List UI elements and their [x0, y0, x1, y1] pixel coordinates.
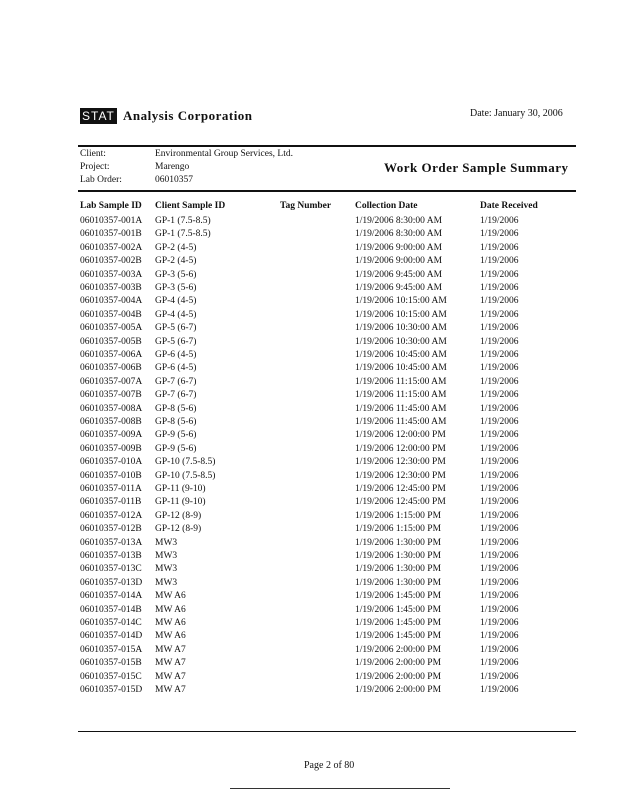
- cell-lab-sample-id: 06010357-002B: [80, 256, 142, 267]
- cell-collection-date: 1/19/2006 9:45:00 AM: [355, 269, 443, 280]
- cell-client-sample-id: GP-8 (5-6): [155, 417, 197, 427]
- cell-client-sample-id: MW3: [155, 551, 178, 561]
- lab-order-label: Lab Order:: [80, 175, 122, 185]
- cell-collection-date: 1/19/2006 12:30:00 PM: [355, 470, 446, 481]
- project-value: Marengo: [155, 162, 190, 172]
- cell-collection-date: 1/19/2006 8:30:00 AM: [355, 216, 443, 226]
- cell-client-sample-id: GP-1 (7.5-8.5): [155, 216, 211, 226]
- cell-lab-sample-id: 06010357-014C: [80, 618, 142, 628]
- lab-order-value: 06010357: [155, 175, 193, 185]
- cell-lab-sample-id: 06010357-015D: [80, 685, 143, 695]
- cell-lab-sample-id: 06010357-009A: [80, 430, 143, 441]
- cell-collection-date: 1/19/2006 2:00:00 PM: [355, 685, 442, 695]
- project-label: Project:: [80, 162, 110, 172]
- cell-lab-sample-id: 06010357-011A: [80, 484, 142, 494]
- cell-client-sample-id: MW A7: [155, 658, 186, 669]
- cell-client-sample-id: MW A7: [155, 685, 186, 695]
- cell-collection-date: 1/19/2006 1:30:00 PM: [355, 551, 442, 561]
- cell-client-sample-id: MW A7: [155, 644, 186, 655]
- cell-lab-sample-id: 06010357-010B: [80, 470, 142, 481]
- cell-collection-date: 1/19/2006 11:45:00 AM: [355, 403, 447, 414]
- cell-lab-sample-id: 06010357-008A: [80, 403, 143, 414]
- cell-client-sample-id: GP-9 (5-6): [155, 443, 197, 454]
- column-header-lab-sample-id: Lab Sample ID: [80, 201, 142, 211]
- cell-date-received: 1/19/2006: [480, 443, 519, 454]
- cell-client-sample-id: MW3: [155, 577, 178, 588]
- cell-lab-sample-id: 06010357-012A: [80, 510, 143, 521]
- cell-client-sample-id: GP-1 (7.5-8.5): [155, 229, 211, 240]
- cell-date-received: 1/19/2006: [480, 229, 519, 240]
- cell-lab-sample-id: 06010357-011B: [80, 497, 142, 508]
- cell-collection-date: 1/19/2006 10:30:00 AM: [355, 323, 447, 334]
- cell-date-received: 1/19/2006: [480, 470, 519, 481]
- column-header-date-received: Date Received: [480, 201, 538, 211]
- cell-collection-date: 1/19/2006 1:30:00 PM: [355, 537, 442, 548]
- cell-lab-sample-id: 06010357-015C: [80, 671, 142, 682]
- cell-client-sample-id: GP-5 (6-7): [155, 323, 197, 334]
- cell-date-received: 1/19/2006: [480, 644, 519, 655]
- report-date: [470, 108, 563, 119]
- cell-date-received: 1/19/2006: [480, 658, 519, 669]
- cell-date-received: 1/19/2006: [480, 618, 519, 628]
- cell-client-sample-id: MW A6: [155, 591, 186, 602]
- cell-collection-date: 1/19/2006 9:00:00 AM: [355, 256, 443, 267]
- cell-lab-sample-id: 06010357-004B: [80, 309, 142, 320]
- cell-collection-date: 1/19/2006 11:15:00 AM: [355, 390, 447, 401]
- cell-lab-sample-id: 06010357-005A: [80, 323, 143, 334]
- cell-date-received: 1/19/2006: [480, 269, 519, 280]
- cell-date-received: 1/19/2006: [480, 216, 519, 226]
- cell-client-sample-id: MW A7: [155, 671, 186, 682]
- cell-collection-date: 1/19/2006 1:45:00 PM: [355, 631, 442, 642]
- cell-client-sample-id: MW A6: [155, 604, 186, 615]
- cell-collection-date: 1/19/2006 10:15:00 AM: [355, 296, 447, 307]
- cell-date-received: 1/19/2006: [480, 524, 519, 535]
- cell-date-received: 1/19/2006: [480, 671, 519, 682]
- cell-client-sample-id: GP-10 (7.5-8.5): [155, 470, 216, 481]
- date-label: Date:: [470, 108, 492, 119]
- cell-collection-date: 1/19/2006 1:30:00 PM: [355, 577, 442, 588]
- cell-client-sample-id: GP-5 (6-7): [155, 336, 197, 347]
- cell-date-received: 1/19/2006: [480, 577, 519, 588]
- cell-collection-date: 1/19/2006 11:45:00 AM: [355, 417, 447, 427]
- cell-date-received: 1/19/2006: [480, 604, 519, 615]
- cell-date-received: 1/19/2006: [480, 350, 519, 360]
- cell-lab-sample-id: 06010357-013B: [80, 551, 142, 561]
- cell-collection-date: 1/19/2006 2:00:00 PM: [355, 658, 442, 669]
- company-name: Analysis Corporation: [123, 108, 253, 123]
- cell-date-received: 1/19/2006: [480, 457, 519, 468]
- cell-client-sample-id: GP-7 (6-7): [155, 376, 197, 387]
- cell-collection-date: 1/19/2006 10:45:00 AM: [355, 363, 447, 374]
- cell-lab-sample-id: 06010357-003B: [80, 283, 142, 293]
- cell-collection-date: 1/19/2006 2:00:00 PM: [355, 671, 442, 682]
- cell-lab-sample-id: 06010357-004A: [80, 296, 143, 307]
- cell-collection-date: 1/19/2006 1:30:00 PM: [355, 564, 442, 575]
- cell-lab-sample-id: 06010357-013C: [80, 564, 142, 575]
- cell-lab-sample-id: 06010357-003A: [80, 269, 143, 280]
- cell-lab-sample-id: 06010357-013A: [80, 537, 143, 548]
- column-header-client-sample-id: Client Sample ID: [155, 201, 226, 211]
- cell-client-sample-id: GP-2 (4-5): [155, 256, 197, 267]
- document-title: Work Order Sample Summary: [384, 160, 569, 175]
- cell-client-sample-id: GP-10 (7.5-8.5): [155, 457, 216, 468]
- cell-collection-date: 1/19/2006 12:45:00 PM: [355, 497, 446, 508]
- cell-collection-date: 1/19/2006 9:00:00 AM: [355, 242, 443, 253]
- cell-date-received: 1/19/2006: [480, 323, 519, 334]
- cell-client-sample-id: GP-9 (5-6): [155, 430, 197, 441]
- cell-collection-date: 1/19/2006 12:30:00 PM: [355, 457, 446, 468]
- client-label: Client:: [80, 149, 106, 159]
- cell-date-received: 1/19/2006: [480, 390, 519, 401]
- cell-client-sample-id: GP-4 (4-5): [155, 309, 197, 320]
- cell-lab-sample-id: 06010357-015A: [80, 644, 143, 655]
- cell-date-received: 1/19/2006: [480, 296, 519, 307]
- cell-collection-date: 1/19/2006 8:30:00 AM: [355, 229, 443, 240]
- cell-date-received: 1/19/2006: [480, 309, 519, 320]
- footer-divider: [230, 788, 450, 789]
- cell-client-sample-id: GP-3 (5-6): [155, 283, 197, 293]
- cell-collection-date: 1/19/2006 1:45:00 PM: [355, 618, 442, 628]
- cell-date-received: 1/19/2006: [480, 403, 519, 414]
- cell-client-sample-id: GP-4 (4-5): [155, 296, 197, 307]
- cell-collection-date: 1/19/2006 12:00:00 PM: [355, 443, 446, 454]
- cell-client-sample-id: MW A6: [155, 631, 186, 642]
- cell-date-received: 1/19/2006: [480, 591, 519, 602]
- cell-collection-date: 1/19/2006 10:15:00 AM: [355, 309, 447, 320]
- cell-lab-sample-id: 06010357-013D: [80, 577, 143, 588]
- company-logo: STAT: [82, 109, 115, 123]
- cell-date-received: 1/19/2006: [480, 497, 519, 508]
- cell-client-sample-id: GP-2 (4-5): [155, 242, 197, 253]
- cell-lab-sample-id: 06010357-014A: [80, 591, 143, 602]
- cell-date-received: 1/19/2006: [480, 283, 519, 293]
- cell-date-received: 1/19/2006: [480, 376, 519, 387]
- cell-client-sample-id: GP-11 (9-10): [155, 497, 206, 508]
- cell-collection-date: 1/19/2006 11:15:00 AM: [355, 376, 447, 387]
- cell-lab-sample-id: 06010357-002A: [80, 242, 143, 253]
- cell-date-received: 1/19/2006: [480, 256, 519, 267]
- cell-collection-date: 1/19/2006 9:45:00 AM: [355, 283, 443, 293]
- cell-lab-sample-id: 06010357-005B: [80, 336, 142, 347]
- cell-lab-sample-id: 06010357-006B: [80, 363, 142, 374]
- cell-collection-date: 1/19/2006 10:30:00 AM: [355, 336, 447, 347]
- cell-date-received: 1/19/2006: [480, 363, 519, 374]
- cell-collection-date: 1/19/2006 2:00:00 PM: [355, 644, 442, 655]
- cell-collection-date: 1/19/2006 1:45:00 PM: [355, 591, 442, 602]
- cell-date-received: 1/19/2006: [480, 484, 519, 494]
- cell-client-sample-id: MW3: [155, 537, 178, 548]
- page-number: Page 2 of 80: [304, 760, 355, 771]
- cell-collection-date: 1/19/2006 1:15:00 PM: [355, 510, 442, 521]
- cell-date-received: 1/19/2006: [480, 336, 519, 347]
- cell-lab-sample-id: 06010357-015B: [80, 658, 142, 669]
- cell-client-sample-id: GP-6 (4-5): [155, 363, 197, 374]
- cell-date-received: 1/19/2006: [480, 510, 519, 521]
- cell-lab-sample-id: 06010357-007B: [80, 390, 142, 401]
- cell-lab-sample-id: 06010357-006A: [80, 350, 143, 360]
- cell-collection-date: 1/19/2006 1:45:00 PM: [355, 604, 442, 615]
- cell-date-received: 1/19/2006: [480, 685, 519, 695]
- cell-date-received: 1/19/2006: [480, 537, 519, 548]
- info-divider: [78, 190, 576, 192]
- table-end-divider: [78, 731, 576, 732]
- cell-collection-date: 1/19/2006 1:15:00 PM: [355, 524, 442, 535]
- cell-lab-sample-id: 06010357-014B: [80, 604, 142, 615]
- cell-lab-sample-id: 06010357-009B: [80, 443, 142, 454]
- client-value: Environmental Group Services, Ltd.: [155, 149, 293, 159]
- cell-lab-sample-id: 06010357-010A: [80, 457, 143, 468]
- column-header-tag-number: Tag Number: [280, 201, 332, 211]
- cell-client-sample-id: GP-3 (5-6): [155, 269, 197, 280]
- cell-date-received: 1/19/2006: [480, 564, 519, 575]
- cell-client-sample-id: GP-12 (8-9): [155, 510, 202, 521]
- cell-date-received: 1/19/2006: [480, 551, 519, 561]
- cell-date-received: 1/19/2006: [480, 631, 519, 642]
- cell-date-received: 1/19/2006: [480, 430, 519, 441]
- cell-lab-sample-id: 06010357-007A: [80, 376, 143, 387]
- cell-client-sample-id: MW A6: [155, 618, 186, 628]
- cell-lab-sample-id: 06010357-012B: [80, 524, 142, 535]
- cell-date-received: 1/19/2006: [480, 242, 519, 253]
- cell-collection-date: 1/19/2006 10:45:00 AM: [355, 350, 447, 360]
- cell-client-sample-id: GP-11 (9-10): [155, 484, 206, 494]
- cell-client-sample-id: GP-6 (4-5): [155, 350, 197, 360]
- cell-collection-date: 1/19/2006 12:00:00 PM: [355, 430, 446, 441]
- header-divider: [78, 145, 576, 147]
- cell-client-sample-id: MW3: [155, 564, 178, 575]
- column-header-collection-date: Collection Date: [355, 201, 418, 211]
- date-value: January 30, 2006: [494, 108, 563, 119]
- cell-client-sample-id: GP-7 (6-7): [155, 390, 197, 401]
- cell-lab-sample-id: 06010357-008B: [80, 417, 142, 427]
- cell-lab-sample-id: 06010357-014D: [80, 631, 143, 642]
- cell-lab-sample-id: 06010357-001A: [80, 216, 143, 226]
- cell-collection-date: 1/19/2006 12:45:00 PM: [355, 484, 446, 494]
- cell-lab-sample-id: 06010357-001B: [80, 229, 142, 240]
- cell-client-sample-id: GP-12 (8-9): [155, 524, 202, 535]
- cell-client-sample-id: GP-8 (5-6): [155, 403, 197, 414]
- cell-date-received: 1/19/2006: [480, 417, 519, 427]
